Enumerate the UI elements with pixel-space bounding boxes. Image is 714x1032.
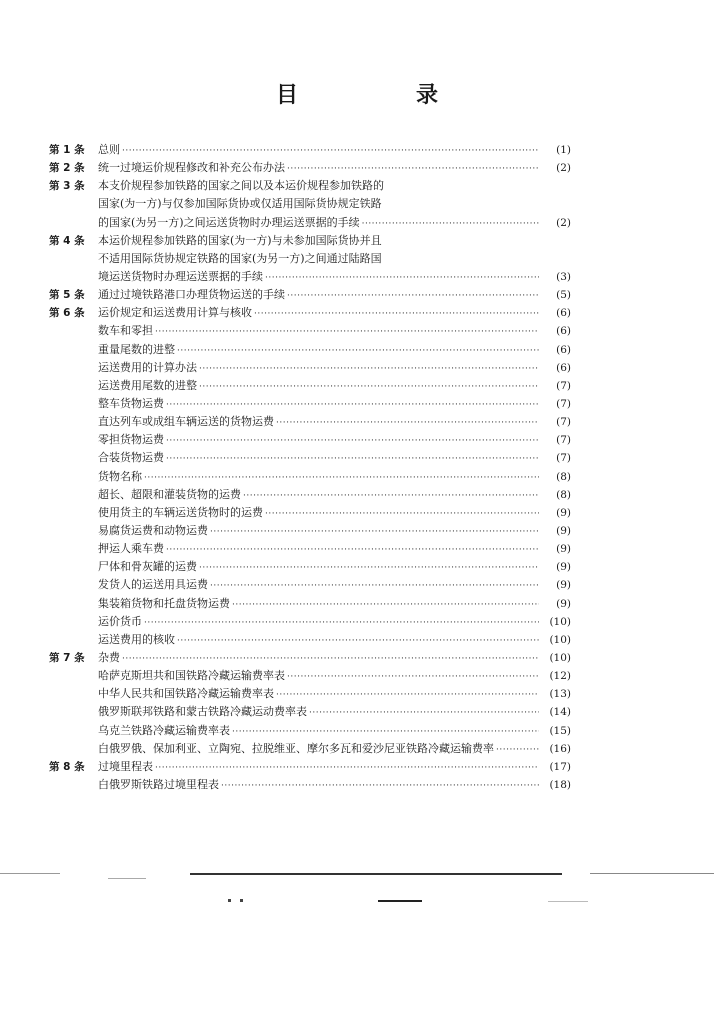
toc-entry — [49, 304, 571, 322]
page-number: (6) — [556, 307, 571, 320]
page-number: (8) — [556, 470, 571, 483]
entry-title: 白俄罗俄、保加利亚、立陶宛、拉脱维亚、摩尔多瓦和爱沙尼亚铁路冷藏运输费率 — [98, 741, 494, 755]
toc-entry — [49, 758, 571, 776]
dot-leader — [309, 704, 539, 722]
toc-entry — [49, 214, 571, 232]
page-number: (6) — [556, 325, 571, 338]
dot-leader — [276, 686, 539, 704]
scan-artifact-line — [228, 899, 231, 902]
entry-title: 零担货物运费 — [98, 433, 164, 447]
entry-title: 乌克兰铁路冷藏运输费率表 — [98, 723, 230, 737]
dot-leader — [155, 323, 539, 341]
toc-entry — [49, 486, 571, 504]
entry-title: 数车和零担 — [98, 324, 153, 338]
page-number: (6) — [556, 361, 571, 374]
page-number: (10) — [549, 651, 571, 664]
page-number: (18) — [549, 778, 571, 791]
dot-leader — [265, 505, 539, 523]
entry-title: 白俄罗斯铁路过境里程表 — [98, 777, 219, 791]
dot-leader — [199, 378, 539, 396]
entry-title: 过境里程表 — [98, 759, 153, 773]
page-number: (9) — [556, 543, 571, 556]
page-number: (2) — [556, 216, 571, 229]
dot-leader — [276, 414, 539, 432]
page-number: (17) — [549, 760, 571, 773]
entry-title: 运送费用尾数的进整 — [98, 378, 197, 392]
page-number: (7) — [556, 397, 571, 410]
dot-leader — [199, 360, 539, 378]
entry-title: 通过过境铁路港口办理货物运送的手续 — [98, 288, 285, 302]
toc-entry — [49, 195, 571, 213]
dot-leader — [496, 741, 539, 759]
entry-title: 不适用国际货协规定铁路的国家(为另一方)之间通过陆路国 — [98, 251, 382, 265]
entry-title: 运送费用的计算办法 — [98, 360, 197, 374]
page-number: (9) — [556, 524, 571, 537]
article-number: 第 4 条 — [49, 234, 85, 247]
scan-artifact-line — [240, 899, 243, 902]
toc-entry — [49, 232, 571, 250]
entry-title: 重量尾数的进整 — [98, 342, 175, 356]
toc-entry — [49, 558, 571, 576]
page-title: 目 录 — [275, 83, 486, 108]
entry-title: 本运价规程参加铁路的国家(为一方)与未参加国际货协并且 — [98, 233, 382, 247]
toc-entry — [49, 685, 571, 703]
dot-leader — [122, 142, 539, 160]
entry-title: 境运送货物时办理运送票据的手续 — [98, 269, 263, 283]
entry-title: 中华人民共和国铁路冷藏运输费率表 — [98, 687, 274, 701]
toc-entry — [49, 177, 571, 195]
dot-leader — [210, 577, 539, 595]
entry-title: 易腐货运费和动物运费 — [98, 523, 208, 537]
page-number: (2) — [556, 162, 571, 175]
dot-leader — [210, 523, 539, 541]
entry-title: 总则 — [98, 143, 120, 156]
page-number: (14) — [549, 706, 571, 719]
page-number: (1) — [556, 144, 571, 156]
toc-entry — [49, 504, 571, 522]
toc-entry — [49, 649, 571, 667]
toc-entry — [49, 776, 571, 794]
toc-entry — [49, 667, 571, 685]
entry-title: 运价规定和运送费用计算与核收 — [98, 306, 252, 320]
dot-leader — [287, 287, 539, 305]
toc-entry — [49, 449, 571, 467]
page-number: (13) — [549, 688, 571, 701]
page-number: (16) — [549, 742, 571, 755]
page-number: (5) — [556, 289, 571, 302]
article-number: 第 8 条 — [49, 760, 85, 773]
toc-entry — [49, 286, 571, 304]
dot-leader — [144, 614, 539, 632]
article-number: 第 3 条 — [49, 180, 85, 193]
page-number: (3) — [556, 270, 571, 283]
dot-leader — [362, 215, 539, 233]
toc-entry — [49, 722, 571, 740]
toc-entry — [49, 468, 571, 486]
toc-entry — [49, 540, 571, 558]
dot-leader — [221, 777, 539, 795]
entry-title: 国家(为一方)与仅参加国际货协或仅适用国际货协规定铁路 — [98, 197, 382, 211]
scan-artifact-line — [590, 873, 714, 874]
dot-leader — [122, 650, 539, 668]
entry-title: 运送费用的核收 — [98, 632, 175, 646]
entry-title: 本支价规程参加铁路的国家之间以及本运价规程参加铁路的 — [98, 179, 384, 193]
scan-artifact-line — [0, 873, 60, 874]
article-number: 第 1 条 — [49, 144, 85, 156]
dot-leader — [166, 450, 539, 468]
toc-entry — [49, 359, 571, 377]
entry-title: 的国家(为另一方)之间运送货物时办理运送票据的手续 — [98, 215, 360, 229]
page-number: (7) — [556, 416, 571, 429]
article-number: 第 2 条 — [49, 162, 85, 175]
toc-entry — [49, 141, 571, 159]
toc-entry — [49, 413, 571, 431]
page-number: (12) — [549, 670, 571, 683]
article-number: 第 6 条 — [49, 307, 85, 320]
page-number: (9) — [556, 506, 571, 519]
page-number: (7) — [556, 452, 571, 465]
dot-leader — [177, 632, 539, 650]
dot-leader — [199, 559, 539, 577]
dot-leader — [166, 541, 539, 559]
scan-artifact-line — [378, 900, 422, 902]
entry-title: 押运人乘车费 — [98, 542, 164, 556]
dot-leader — [287, 668, 539, 686]
page-number: (7) — [556, 379, 571, 392]
page-number: (7) — [556, 434, 571, 447]
toc-entry — [49, 268, 571, 286]
entry-title: 俄罗斯联邦铁路和蒙古铁路冷藏运动费率表 — [98, 705, 307, 719]
toc-entry — [49, 740, 571, 758]
dot-leader — [166, 432, 539, 450]
toc-entry — [49, 431, 571, 449]
table-of-contents — [49, 141, 571, 794]
page-number: (10) — [549, 615, 571, 628]
dot-leader — [232, 723, 539, 741]
dot-leader — [232, 596, 539, 614]
page-number: (8) — [556, 488, 571, 501]
dot-leader — [144, 469, 539, 487]
dot-leader — [254, 305, 539, 323]
page-number: (6) — [556, 343, 571, 356]
toc-entry — [49, 595, 571, 613]
dot-leader — [287, 160, 539, 178]
entry-title: 超长、超限和灌装货物的运费 — [98, 487, 241, 501]
dot-leader — [243, 487, 539, 505]
entry-title: 合装货物运费 — [98, 451, 164, 465]
dot-leader — [155, 759, 539, 777]
scan-artifact-line — [108, 878, 146, 879]
entry-title: 哈萨克斯坦共和国铁路冷藏运输费率表 — [98, 669, 285, 683]
toc-entry — [49, 613, 571, 631]
entry-title: 统一过境运价规程修改和补充公布办法 — [98, 161, 285, 175]
entry-title: 使用货主的车辆运送货物时的运费 — [98, 505, 263, 519]
toc-entry — [49, 341, 571, 359]
dot-leader — [177, 342, 539, 360]
page-number: (9) — [556, 597, 571, 610]
toc-entry — [49, 377, 571, 395]
dot-leader — [166, 396, 539, 414]
entry-title: 直达列车或成组车辆运送的货物运费 — [98, 415, 274, 429]
toc-entry — [49, 631, 571, 649]
entry-title: 集装箱货物和托盘货物运费 — [98, 596, 230, 610]
page-number: (15) — [549, 724, 571, 737]
dot-leader — [265, 269, 539, 287]
scan-artifact-line — [190, 873, 562, 875]
toc-entry — [49, 159, 571, 177]
entry-title: 发货人的运送用具运费 — [98, 578, 208, 592]
page-number: (10) — [549, 633, 571, 646]
toc-entry — [49, 576, 571, 594]
entry-title: 整车货物运费 — [98, 396, 164, 410]
entry-title: 运价货币 — [98, 614, 142, 628]
article-number: 第 5 条 — [49, 289, 85, 302]
entry-title: 尸体和骨灰罐的运费 — [98, 560, 197, 574]
toc-entry — [49, 250, 571, 268]
toc-entry — [49, 395, 571, 413]
page-number: (9) — [556, 579, 571, 592]
article-number: 第 7 条 — [49, 651, 85, 664]
entry-title: 货物名称 — [98, 469, 142, 483]
scan-artifact-line — [548, 901, 588, 902]
toc-entry — [49, 703, 571, 721]
toc-entry — [49, 322, 571, 340]
toc-entry — [49, 522, 571, 540]
page-number: (9) — [556, 561, 571, 574]
entry-title: 杂费 — [98, 650, 120, 664]
